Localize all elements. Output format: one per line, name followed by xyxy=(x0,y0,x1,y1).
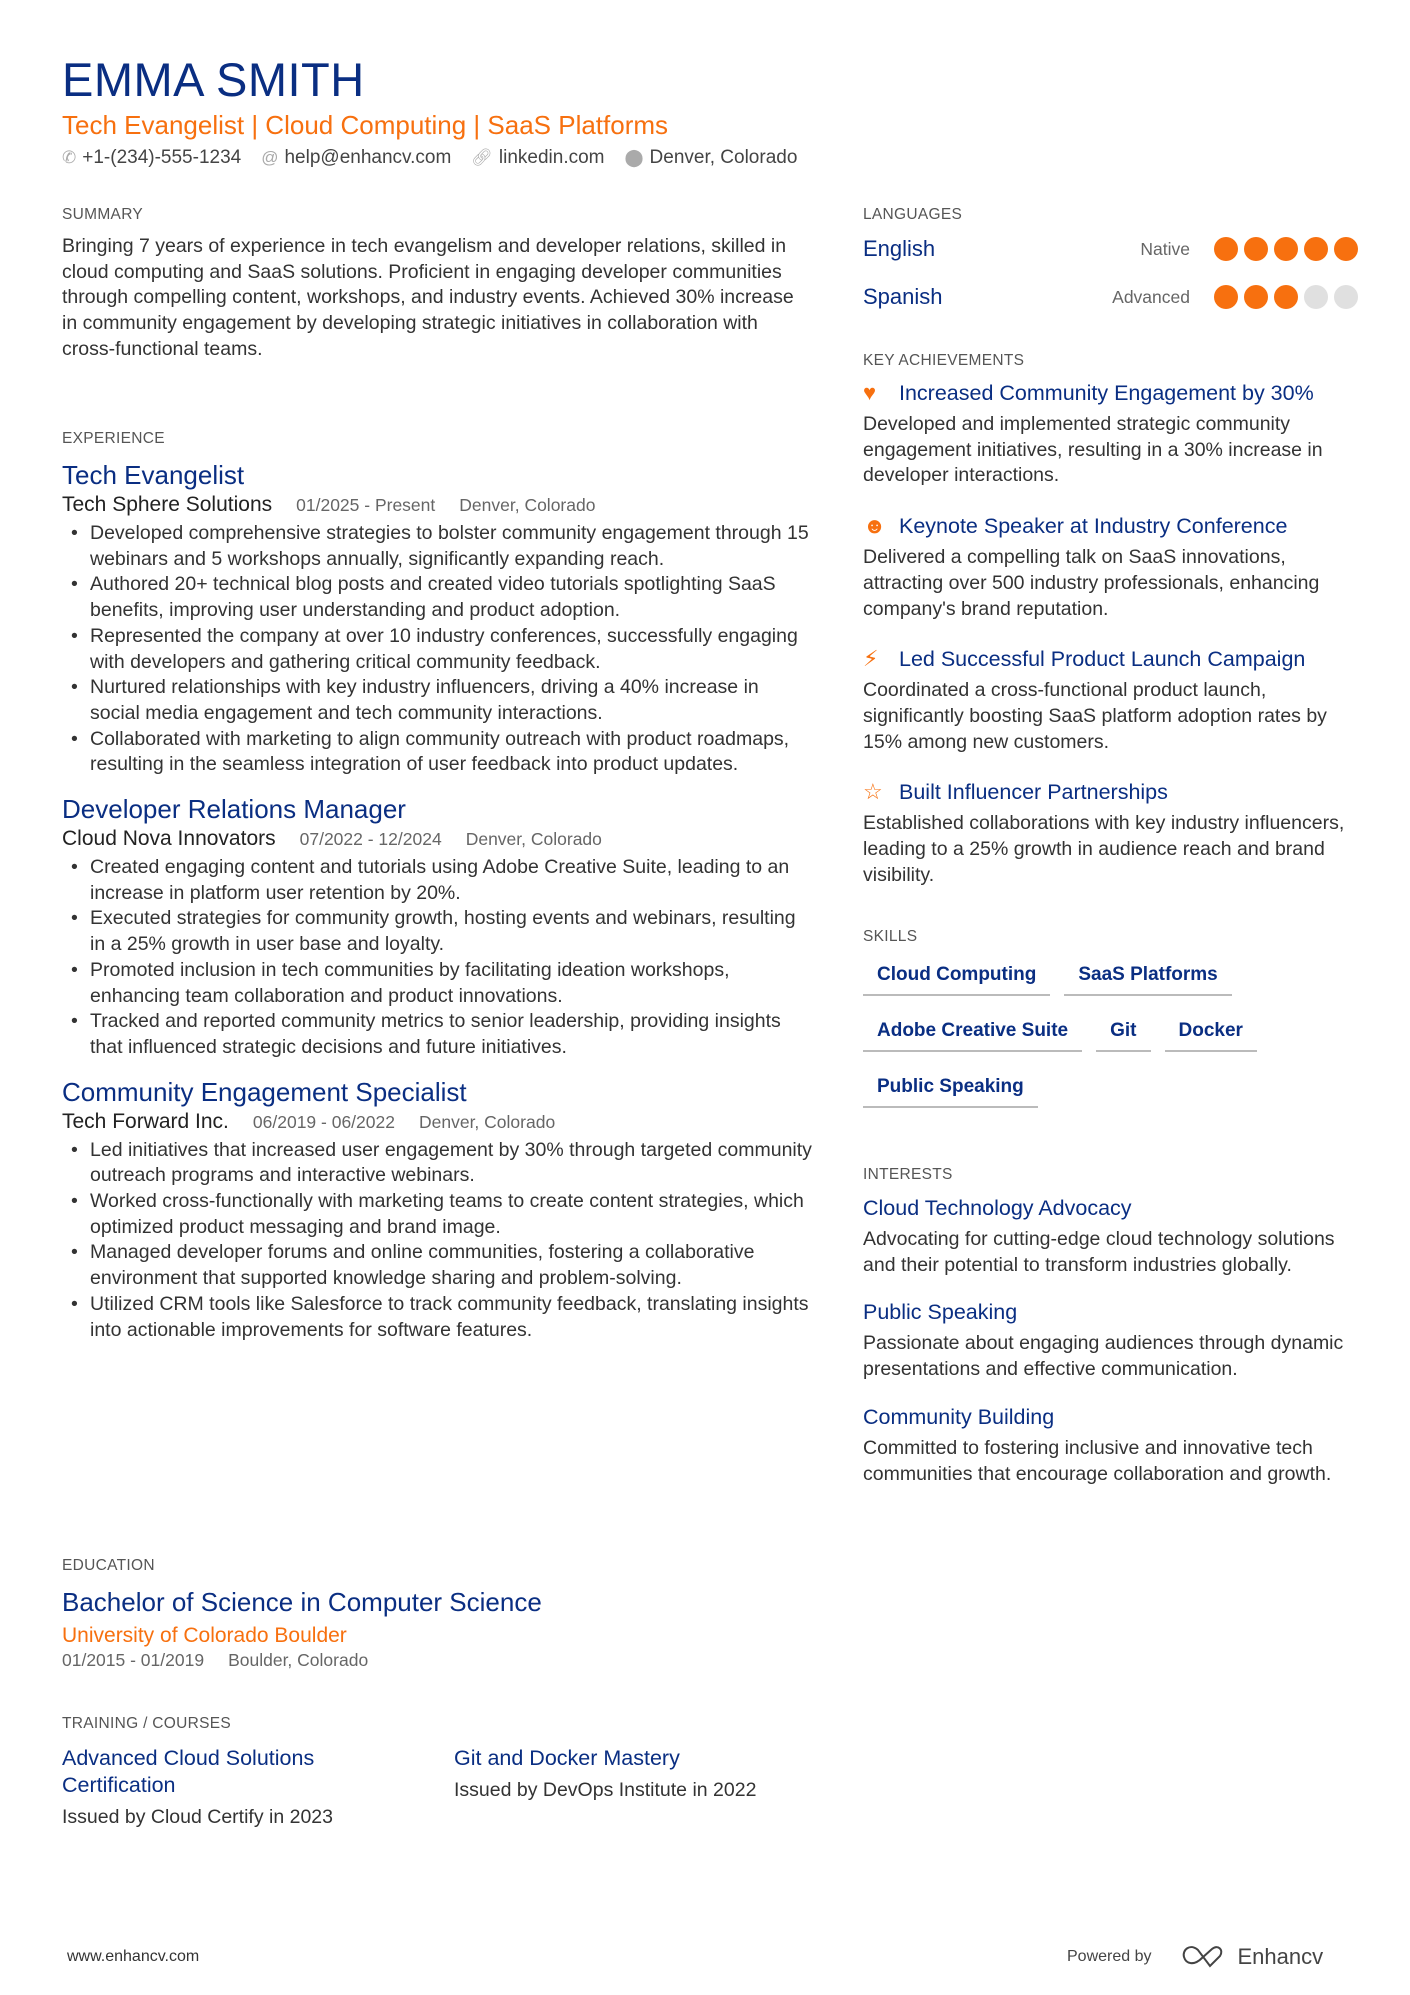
education-section xyxy=(62,1557,812,1671)
rating-dot-filled xyxy=(1244,237,1268,261)
job-entry xyxy=(62,1077,812,1344)
achievement-text: Developed and implemented strategic community engagement initiatives, resulting in a 30% increase in developer interactions. xyxy=(863,413,1323,487)
contact-linkedin[interactable]: 🔗︎ linkedin.com xyxy=(471,147,605,168)
contact-location: ⬤ Denver, Colorado xyxy=(624,147,798,168)
skill-tag: SaaS Platforms xyxy=(1064,960,1231,996)
enhancv-logo-icon xyxy=(1180,1944,1228,1970)
skills-row xyxy=(863,1072,1358,1108)
skills-row xyxy=(863,1016,1358,1052)
section-title: SKILLS xyxy=(863,928,918,945)
language-level: Native xyxy=(1140,238,1190,259)
course-issuer: Issued by Cloud Certify in 2023 xyxy=(62,1806,333,1828)
achievement-title: Built Influencer Partnerships xyxy=(899,779,1168,804)
powered-by: Powered by Enhancv xyxy=(1067,1944,1324,1969)
rating-dot-empty xyxy=(1304,285,1328,309)
bullet-item: • Nurtured relationships with key industry influencers, driving a 40% increase in social media engagement and tech community interactions. xyxy=(62,675,812,726)
link-icon: 🔗︎ xyxy=(471,148,493,167)
skill-tag: Cloud Computing xyxy=(863,960,1050,996)
job-location: Denver, Colorado xyxy=(418,1111,556,1132)
experience-section xyxy=(62,430,812,1343)
job-meta xyxy=(62,1110,812,1134)
section-title: EXPERIENCE xyxy=(62,430,165,447)
location-icon: ⬤ xyxy=(624,148,644,167)
company: Tech Forward Inc. xyxy=(62,1109,229,1133)
phone-icon: ✆ xyxy=(62,148,77,167)
skill-tag: Docker xyxy=(1165,1016,1257,1052)
bullet-item: • Promoted inclusion in tech communities by facilitating ideation workshops, enhancing team collaboration and product innovations. xyxy=(62,958,812,1009)
contact-phone: ✆ +1-(234)-555-1234 xyxy=(62,147,242,168)
bullet-item: • Managed developer forums and online communities, fostering a collaborative environment that supported knowledge sharing and problem-solving. xyxy=(62,1240,812,1291)
language-item xyxy=(863,234,1358,264)
achievement-header xyxy=(863,380,1358,406)
company: Tech Sphere Solutions xyxy=(62,493,273,516)
section-title: LANGUAGES xyxy=(863,206,963,223)
interest-text: Passionate about engaging audiences through dynamic presentations and effective communication. xyxy=(863,1332,1344,1381)
job-dates: 01/2025 - Present xyxy=(296,495,436,515)
job-meta xyxy=(62,827,812,851)
degree: Bachelor of Science in Computer Science xyxy=(62,1587,542,1617)
job-meta xyxy=(62,493,812,517)
achievement-item xyxy=(863,380,1358,489)
language-name: Spanish xyxy=(863,284,943,309)
section-title: EDUCATION xyxy=(62,1557,155,1574)
rating-dot-filled xyxy=(1274,285,1298,309)
language-level: Advanced xyxy=(1112,286,1190,307)
speaker-head-icon: ☻ xyxy=(863,513,887,539)
skills-section xyxy=(863,928,1358,1108)
job-entry xyxy=(62,794,812,1061)
skills-row xyxy=(863,960,1358,996)
bullet-item: • Executed strategies for community growth, hosting events and webinars, resulting in a 25% growth in user base and loyalty. xyxy=(62,906,812,957)
achievement-text: Established collaborations with key industry influencers, leading to a 25% growth in audience reach and brand visibility. xyxy=(863,812,1345,886)
rating-dot-filled xyxy=(1244,285,1268,309)
achievement-title: Keynote Speaker at Industry Conference xyxy=(899,513,1288,538)
bullet-item: • Represented the company at over 10 industry conferences, successfully engaging with developers and gathering critical community feedback. xyxy=(62,624,812,675)
summary-text: Bringing 7 years of experience in tech evangelism and developer relations, skilled in cloud computing and SaaS solutions. Proficient in engaging developer communities through compelling content, workshops, and industry events. Achieved 30% increase in community engagement by developing strategic initiatives in collaboration with cross-functional teams. xyxy=(62,235,794,360)
achievement-header xyxy=(863,513,1358,539)
interest-item xyxy=(863,1405,1358,1487)
headline: Tech Evangelist | Cloud Computing | SaaS Platforms xyxy=(62,110,669,140)
job-title: Community Engagement Specialist xyxy=(62,1076,467,1107)
edu-location: Boulder, Colorado xyxy=(228,1650,369,1670)
bullet-list xyxy=(62,1138,812,1344)
summary-section xyxy=(62,206,812,363)
bullet-item: • Authored 20+ technical blog posts and created video tutorials spotlighting SaaS benefits, improving user understanding and product adoption. xyxy=(62,572,812,623)
bullet-item: • Led initiatives that increased user engagement by 30% through targeted community outreach programs and interactive webinars. xyxy=(62,1138,812,1189)
interest-text: Committed to fostering inclusive and innovative tech communities that encourage collaboration and growth. xyxy=(863,1436,1332,1485)
interest-title: Cloud Technology Advocacy xyxy=(863,1196,1132,1220)
achievements-section xyxy=(863,352,1358,888)
course-item xyxy=(454,1745,756,1831)
skill-tag: Public Speaking xyxy=(863,1072,1038,1108)
achievement-header xyxy=(863,779,1358,805)
achievement-text: Coordinated a cross-functional product launch, significantly boosting SaaS platform adoption rates by 15% among new customers. xyxy=(863,679,1327,753)
bullet-item: • Worked cross-functionally with marketing teams to create content strategies, which optimized product messaging and brand image. xyxy=(62,1189,812,1240)
job-dates: 06/2019 - 06/2022 xyxy=(252,1111,395,1132)
achievement-title: Increased Community Engagement by 30% xyxy=(899,380,1314,405)
rating-dot-filled xyxy=(1214,237,1238,261)
heart-icon: ♥ xyxy=(863,380,877,405)
school: University of Colorado Boulder xyxy=(62,1624,347,1647)
edu-dates: 01/2015 - 01/2019 xyxy=(62,1650,205,1670)
candidate-name: EMMA SMITH xyxy=(62,53,365,106)
bullet-list xyxy=(62,855,812,1061)
bullet-item: • Created engaging content and tutorials using Adobe Creative Suite, leading to an increase in platform user retention by 20%. xyxy=(62,855,812,906)
rating-dot-filled xyxy=(1274,237,1298,261)
language-name: English xyxy=(863,236,936,261)
job-location: Denver, Colorado xyxy=(459,495,596,515)
job-location: Denver, Colorado xyxy=(465,829,602,850)
job-entry xyxy=(62,460,812,778)
languages-section xyxy=(863,206,1358,312)
rating-dot-filled xyxy=(1334,237,1358,261)
job-dates: 07/2022 - 12/2024 xyxy=(299,829,442,850)
rating-dot-filled xyxy=(1304,237,1328,261)
contact-email[interactable]: @ help@enhancv.com xyxy=(261,147,452,168)
skill-tag: Git xyxy=(1096,1016,1150,1052)
training-section xyxy=(62,1715,812,1831)
job-title: Developer Relations Manager xyxy=(62,794,406,825)
bullet-item: • Tracked and reported community metrics to senior leadership, providing insights that influenced strategic decisions and future initiatives. xyxy=(62,1009,812,1060)
rating-dot-empty xyxy=(1334,285,1358,309)
section-title: KEY ACHIEVEMENTS xyxy=(863,352,1025,369)
achievement-title: Led Successful Product Launch Campaign xyxy=(899,646,1306,671)
achievement-item xyxy=(863,779,1358,888)
course-issuer: Issued by DevOps Institute in 2022 xyxy=(454,1779,757,1801)
interest-item xyxy=(863,1300,1358,1382)
job-title: Tech Evangelist xyxy=(62,460,245,490)
bullet-item: • Collaborated with marketing to align community outreach with product roadmaps, resulting in the seamless integration of user feedback into product updates. xyxy=(62,727,812,778)
lightning-icon: ⚡︎ xyxy=(863,646,879,672)
section-title: INTERESTS xyxy=(863,1166,953,1183)
bullet-item: • Developed comprehensive strategies to bolster community engagement through 15 webinars and 5 workshops annually, significantly expanding reach. xyxy=(62,521,812,572)
section-title: SUMMARY xyxy=(62,206,144,223)
contact-bar xyxy=(62,147,797,169)
star-icon: ☆ xyxy=(863,779,883,805)
achievement-item xyxy=(863,513,1358,622)
achievement-header xyxy=(863,646,1358,672)
section-title: TRAINING / COURSES xyxy=(62,1715,232,1732)
course-title: Git and Docker Mastery xyxy=(454,1746,680,1770)
enhancv-brand: Enhancv xyxy=(1237,1944,1324,1969)
course-title: Advanced Cloud Solutions Certification xyxy=(62,1746,315,1797)
course-item xyxy=(62,1745,454,1831)
bullet-list xyxy=(62,521,812,778)
language-item xyxy=(863,282,1358,312)
skill-tag: Adobe Creative Suite xyxy=(863,1016,1082,1052)
interest-text: Advocating for cutting-edge cloud technology solutions and their potential to transform industries globally. xyxy=(863,1228,1335,1276)
bullet-item: • Utilized CRM tools like Salesforce to track community feedback, translating insights into actionable improvements for software features. xyxy=(62,1292,812,1343)
interest-title: Public Speaking xyxy=(863,1300,1018,1325)
at-icon: @ xyxy=(261,148,279,167)
rating-dot-filled xyxy=(1214,285,1238,309)
achievement-text: Delivered a compelling talk on SaaS innovations, attracting over 500 industry professionals, enhancing company's brand reputation. xyxy=(863,546,1320,620)
interest-title: Community Building xyxy=(863,1404,1055,1429)
company: Cloud Nova Innovators xyxy=(62,827,276,851)
interest-item xyxy=(863,1196,1358,1278)
interests-section xyxy=(863,1166,1358,1487)
achievement-item xyxy=(863,646,1358,755)
footer-url[interactable]: www.enhancv.com xyxy=(67,1948,200,1965)
